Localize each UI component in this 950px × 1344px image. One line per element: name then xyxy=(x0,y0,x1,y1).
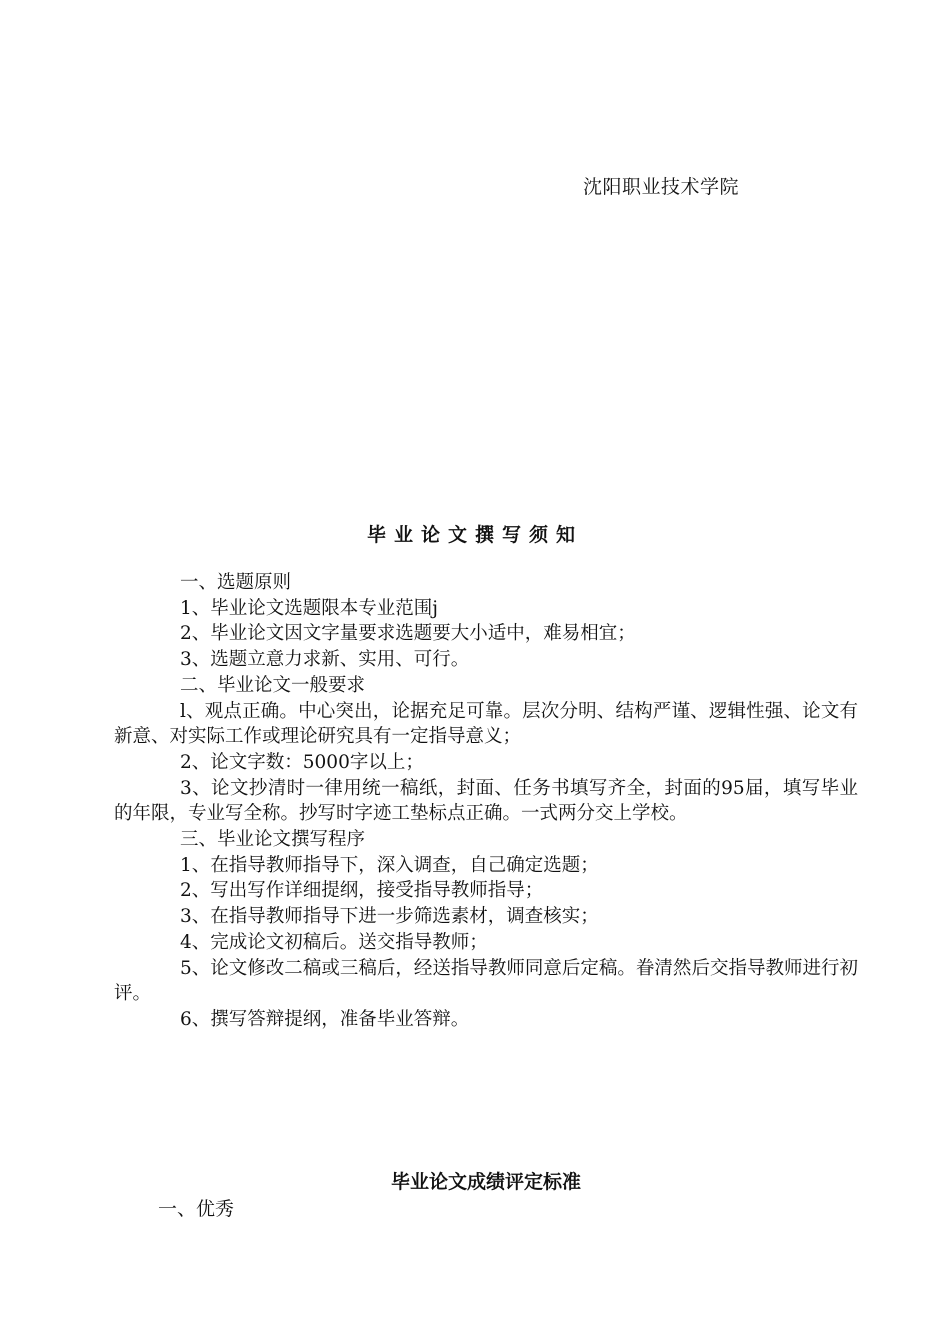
grading-item-excellent: 一、优秀 xyxy=(158,1198,235,1220)
paragraph: l、观点正确。中心突出，论据充足可靠。层次分明、结构严谨、逻辑性强、论文有新意、对实际工作或理论研究具有一定指导意义； xyxy=(114,700,858,748)
heading-writing-procedure: 三、毕业论文撰写程序 xyxy=(180,829,366,851)
paragraph: 1、在指导教师指导下，深入调查，自己确定选题； xyxy=(180,854,599,876)
paragraph: 3、在指导教师指导下进一步筛选素材，调查核实； xyxy=(180,906,599,928)
paragraph: 3、选题立意力求新、实用、可行。 xyxy=(180,649,470,671)
heading-topic-selection: 一、选题原则 xyxy=(180,572,292,593)
paragraph: 4、完成论文初稿后。送交指导教师； xyxy=(180,931,488,953)
document-title: 毕业论文撰写须知 xyxy=(366,524,583,546)
paragraph: 2、论文字数：5000字以上； xyxy=(180,751,424,773)
paragraph: 6、撰写答辩提纲，准备毕业答辩。 xyxy=(180,1008,470,1030)
paragraph: 2、毕业论文因文字量要求选题要大小适中，难易相宜； xyxy=(180,623,636,645)
institution-name: 沈阳职业技术学院 xyxy=(583,176,740,198)
grading-section-title: 毕业论文成绩评定标准 xyxy=(390,1171,581,1193)
paragraph: 3、论文抄清时一律用统一稿纸，封面、任务书填写齐全，封面的95届，填写毕业的年限，专业写全称。抄写时字迹工垫标点正确。一式两分交上学校。 xyxy=(114,777,858,825)
notice-body xyxy=(114,570,858,1033)
paragraph: 2、写出写作详细提纲，接受指导教师指导； xyxy=(180,880,544,902)
heading-general-requirements: 二、毕业论文一般要求 xyxy=(180,674,366,696)
paragraph: 1、毕业论文选题限本专业范围j xyxy=(180,597,439,619)
paragraph: 5、论文修改二稿或三稿后，经送指导教师同意后定稿。眷清然后交指导教师进行初评。 xyxy=(114,957,858,1005)
